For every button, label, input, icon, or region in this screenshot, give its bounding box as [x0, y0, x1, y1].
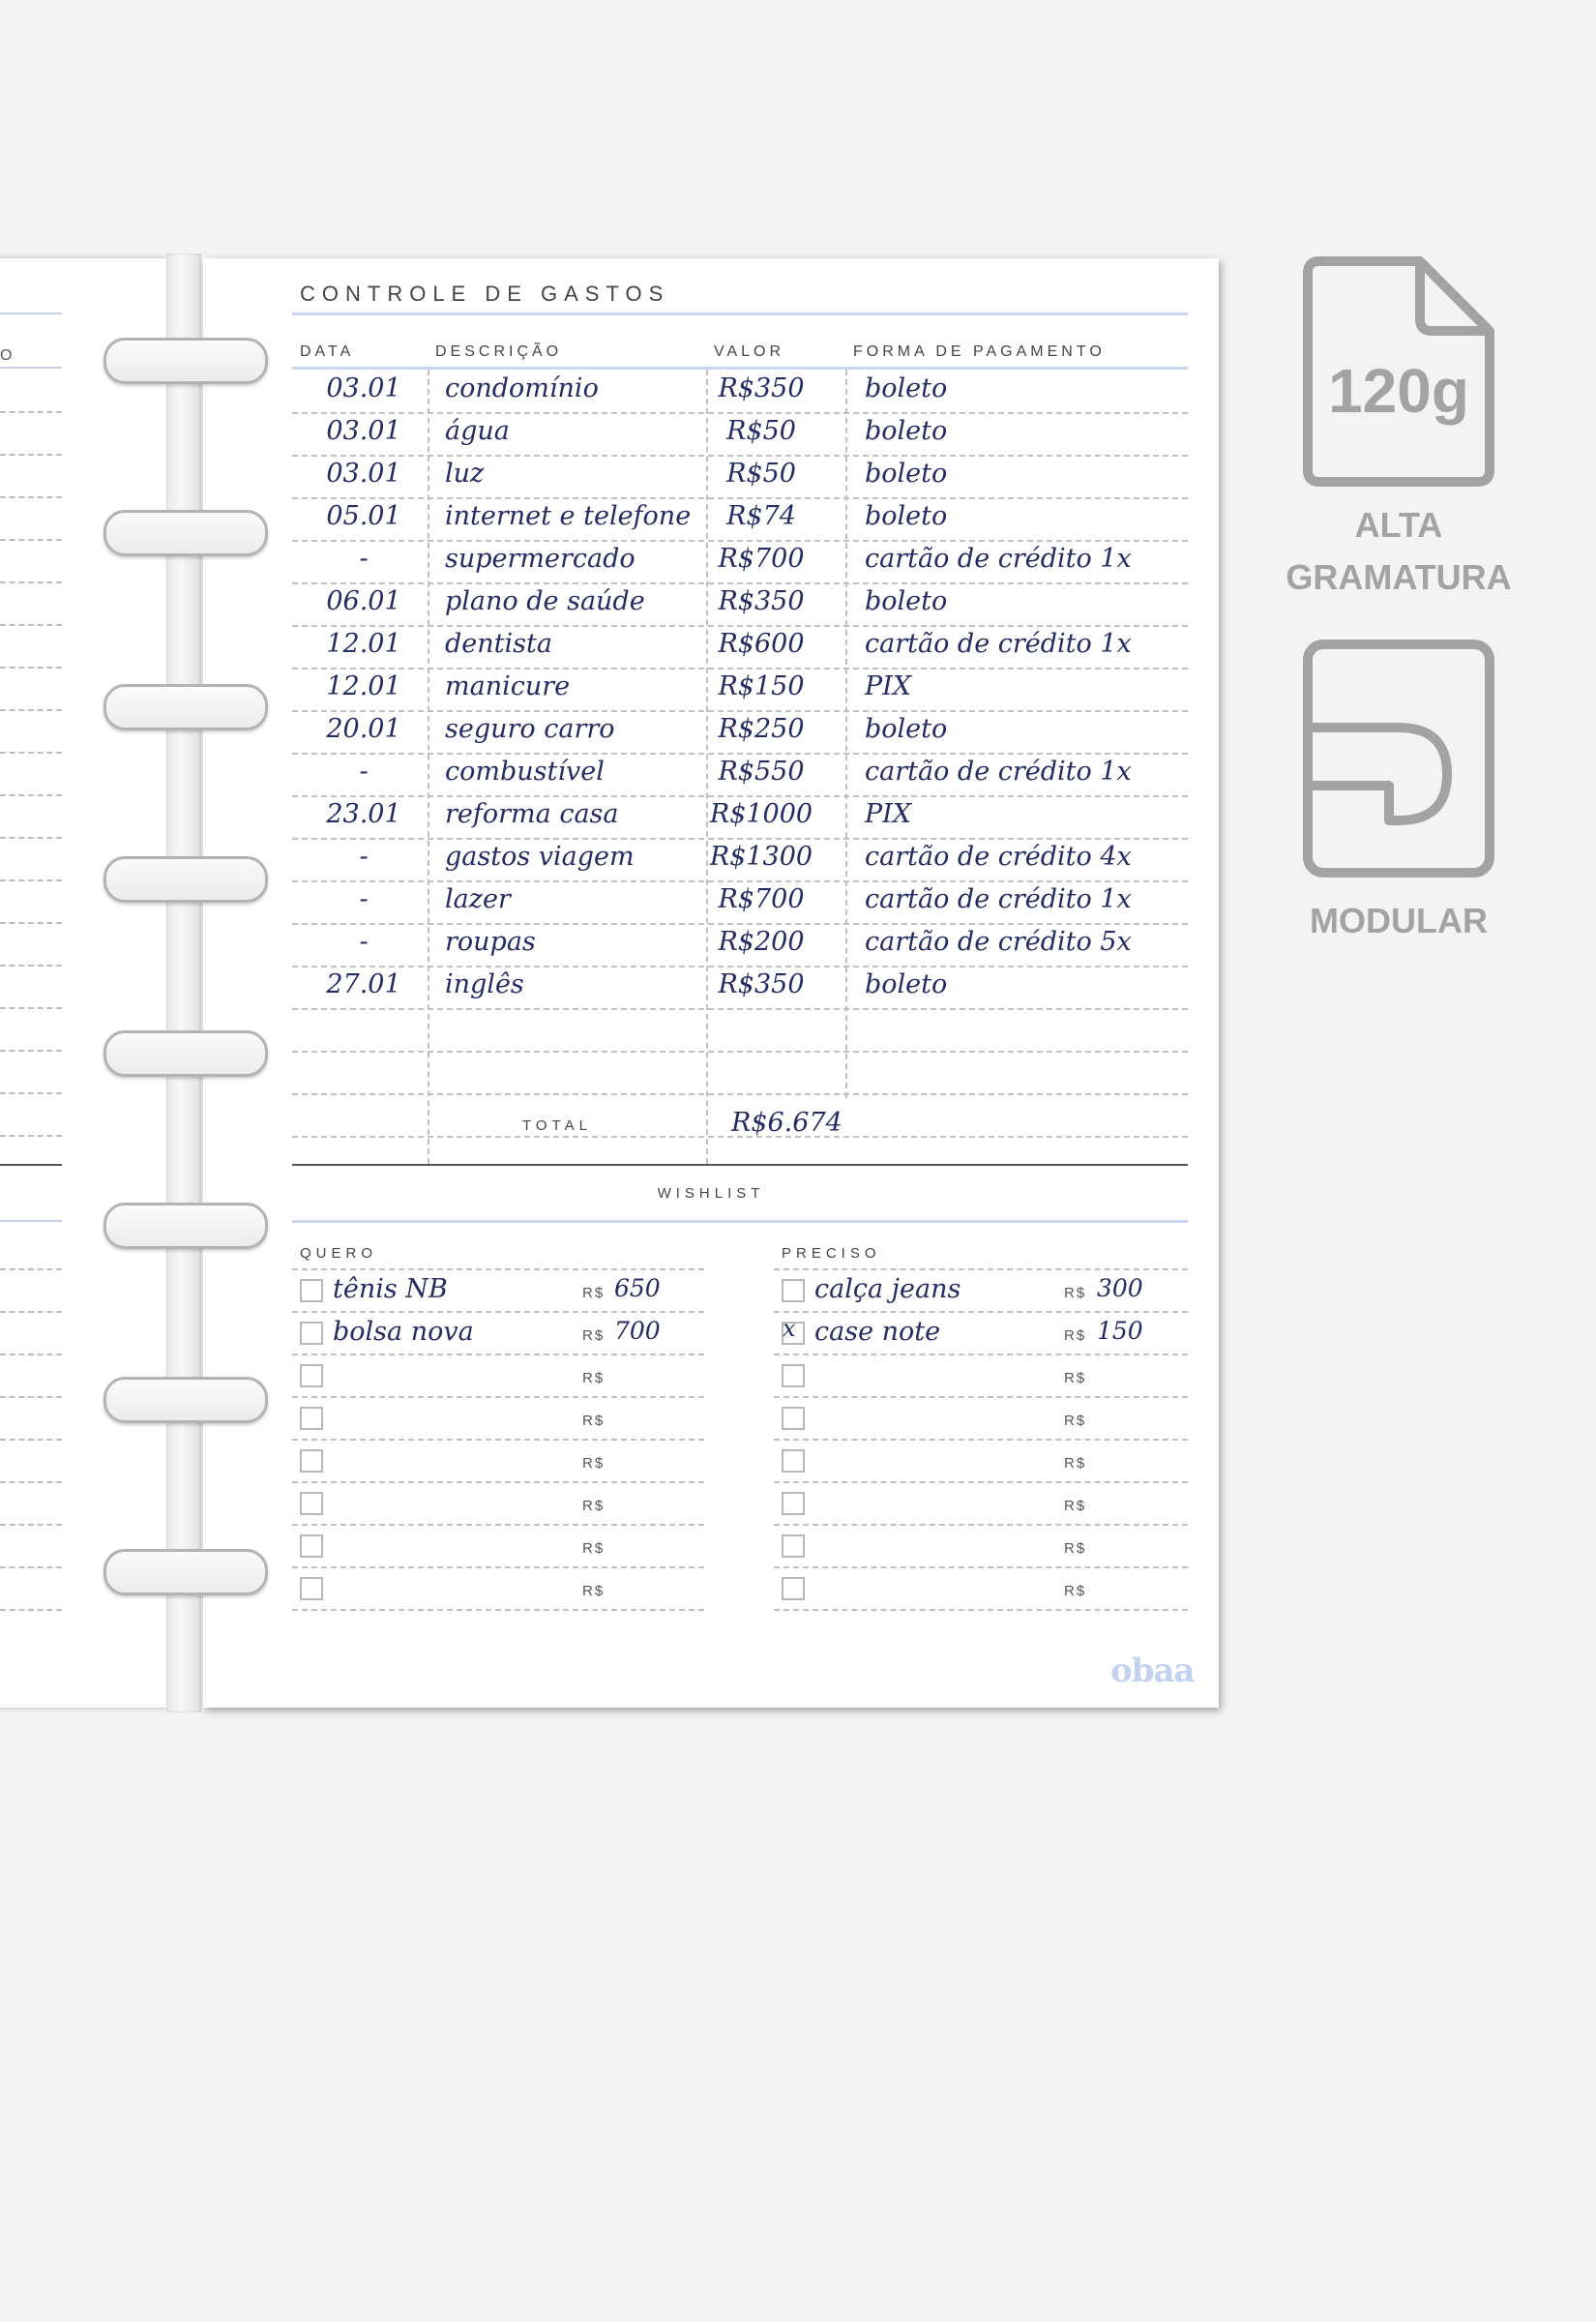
- row-description: água: [445, 416, 510, 446]
- binder-ring: [103, 338, 268, 384]
- row-divider: [292, 838, 1188, 840]
- previous-page-line: [0, 1354, 62, 1355]
- binder-ring: [103, 1203, 268, 1249]
- row-payment: cartão de crédito 1x: [865, 629, 1132, 659]
- row-payment: boleto: [865, 501, 948, 531]
- row-date: 06.01: [326, 586, 401, 616]
- wishlist-checkbox[interactable]: [300, 1534, 323, 1558]
- wishlist-divider: [292, 1354, 704, 1355]
- row-divider: [292, 1051, 1188, 1053]
- row-value: R$700: [718, 544, 805, 574]
- wishlist-divider: [774, 1566, 1188, 1568]
- row-divider: [292, 497, 1188, 499]
- currency-label: R$: [582, 1498, 606, 1514]
- row-description: supermercado: [445, 544, 635, 574]
- wishlist-preciso-label: PRECISO: [782, 1245, 881, 1262]
- row-payment: boleto: [865, 373, 948, 403]
- previous-page: [0, 258, 166, 1708]
- binder-ring: [103, 1030, 268, 1077]
- row-description: dentista: [445, 629, 552, 659]
- row-payment: PIX: [865, 799, 912, 829]
- wishlist-divider: [292, 1524, 704, 1526]
- currency-label: R$: [582, 1327, 606, 1344]
- wishlist-item-name: case note: [814, 1317, 941, 1347]
- wishlist-divider: [292, 1481, 704, 1483]
- row-date: -: [359, 842, 369, 872]
- row-description: combustível: [445, 757, 605, 787]
- column-divider: [428, 370, 429, 1164]
- wishlist-item-price: 150: [1097, 1317, 1143, 1345]
- high-grammage-label: [1273, 499, 1524, 604]
- previous-page-line: [0, 1164, 62, 1166]
- row-divider: [292, 625, 1188, 627]
- high-grammage-line1: ALTA: [1354, 505, 1443, 545]
- wishlist-checkbox[interactable]: [782, 1577, 805, 1600]
- wishlist-item-price: 700: [614, 1317, 661, 1345]
- currency-label: R$: [582, 1455, 606, 1472]
- binder-ring: [103, 1377, 268, 1423]
- wishlist-item-name: bolsa nova: [333, 1317, 474, 1347]
- wishlist-quero-label: QUERO: [300, 1245, 378, 1262]
- currency-label: R$: [1064, 1540, 1087, 1557]
- high-grammage-line2: GRAMATURA: [1286, 557, 1512, 597]
- currency-label: R$: [582, 1413, 606, 1429]
- binder-ring: [103, 684, 268, 730]
- row-payment: cartão de crédito 5x: [865, 927, 1132, 957]
- row-value: R$550: [718, 757, 805, 787]
- wishlist-item-name: calça jeans: [814, 1274, 961, 1304]
- row-divider: [292, 668, 1188, 670]
- row-description: plano de saúde: [445, 586, 645, 616]
- wishlist-checkbox[interactable]: [782, 1534, 805, 1558]
- row-description: internet e telefone: [445, 501, 692, 531]
- row-divider: [292, 923, 1188, 925]
- wishlist-divider: [774, 1396, 1188, 1398]
- previous-page-line: [0, 367, 62, 369]
- previous-page-line: [0, 1268, 62, 1270]
- checkbox-check-mark: x: [783, 1315, 796, 1342]
- column-header-payment: FORMA DE PAGAMENTO: [853, 343, 1106, 360]
- modular-icon: [1302, 639, 1495, 880]
- previous-page-line: [0, 922, 62, 924]
- wishlist-checkbox[interactable]: [300, 1322, 323, 1345]
- currency-label: R$: [1064, 1413, 1087, 1429]
- wishlist-checkbox[interactable]: [782, 1279, 805, 1302]
- previous-page-line: [0, 1609, 62, 1611]
- wishlist-checkbox[interactable]: [300, 1449, 323, 1473]
- previous-page-line: [0, 1524, 62, 1526]
- wishlist-item-price: 300: [1097, 1274, 1143, 1302]
- previous-page-line: [0, 313, 62, 314]
- row-payment: boleto: [865, 459, 948, 489]
- previous-page-line: [0, 454, 62, 456]
- wishlist-checkbox[interactable]: [782, 1364, 805, 1387]
- column-divider: [845, 370, 847, 1098]
- row-date: 03.01: [326, 459, 401, 489]
- previous-page-line: [0, 1481, 62, 1483]
- previous-page-line: [0, 837, 62, 839]
- row-description: manicure: [445, 671, 571, 701]
- row-value: R$350: [718, 373, 805, 403]
- row-value: R$74: [726, 501, 796, 531]
- row-date: 03.01: [326, 416, 401, 446]
- total-value: R$6.674: [731, 1108, 842, 1138]
- brand-logo: obaa: [1110, 1652, 1195, 1690]
- previous-page-header-fragment: O: [0, 347, 16, 364]
- previous-page-line: [0, 709, 62, 711]
- row-divider: [292, 412, 1188, 414]
- column-header-value: VALOR: [714, 343, 785, 360]
- row-value: R$50: [726, 416, 796, 446]
- total-label: TOTAL: [522, 1117, 592, 1134]
- row-description: luz: [445, 459, 485, 489]
- row-date: -: [359, 757, 369, 787]
- row-payment: boleto: [865, 586, 948, 616]
- row-payment: boleto: [865, 969, 948, 999]
- currency-label: R$: [582, 1285, 606, 1301]
- row-value: R$350: [718, 969, 805, 999]
- previous-page-line: [0, 1135, 62, 1137]
- previous-page-line: [0, 539, 62, 541]
- row-payment: boleto: [865, 714, 948, 744]
- previous-page-line: [0, 794, 62, 796]
- row-divider: [292, 1093, 1188, 1095]
- row-date: 12.01: [326, 629, 401, 659]
- row-value: R$1300: [709, 842, 813, 872]
- row-description: roupas: [445, 927, 536, 957]
- wishlist-divider: [292, 1311, 704, 1313]
- wishlist-divider: [774, 1609, 1188, 1611]
- currency-label: R$: [582, 1583, 606, 1599]
- wishlist-divider: [774, 1354, 1188, 1355]
- total-rule: [292, 1164, 1188, 1166]
- page-title: CONTROLE DE GASTOS: [300, 282, 670, 306]
- row-payment: cartão de crédito 1x: [865, 884, 1132, 914]
- currency-label: R$: [582, 1370, 606, 1386]
- row-description: inglês: [445, 969, 524, 999]
- row-value: R$1000: [709, 799, 813, 829]
- previous-page-line: [0, 667, 62, 669]
- row-divider: [292, 753, 1188, 755]
- wishlist-checkbox[interactable]: [300, 1279, 323, 1302]
- previous-page-line: [0, 1220, 62, 1222]
- row-payment: PIX: [865, 671, 912, 701]
- row-date: -: [359, 544, 369, 574]
- binder-spine: [166, 253, 201, 1712]
- wishlist-checkbox[interactable]: [300, 1577, 323, 1600]
- previous-page-line: [0, 879, 62, 881]
- row-description: reforma casa: [445, 799, 619, 829]
- row-date: 23.01: [326, 799, 401, 829]
- wishlist-divider: [292, 1439, 704, 1441]
- previous-page-line: [0, 1007, 62, 1009]
- row-payment: boleto: [865, 416, 948, 446]
- binder-ring: [103, 1549, 268, 1595]
- wishlist-divider: [292, 1609, 704, 1611]
- row-divider: [292, 455, 1188, 457]
- binder-ring: [103, 856, 268, 903]
- header-underline: [292, 367, 1188, 370]
- currency-label: R$: [1064, 1285, 1087, 1301]
- row-value: R$350: [718, 586, 805, 616]
- previous-page-line: [0, 1396, 62, 1398]
- wishlist-divider: [774, 1439, 1188, 1441]
- paper-weight-text: 120g: [1328, 356, 1469, 426]
- wishlist-divider: [774, 1524, 1188, 1526]
- row-divider: [292, 966, 1188, 968]
- binder-ring: [103, 510, 268, 556]
- wishlist-divider: [292, 1396, 704, 1398]
- previous-page-line: [0, 496, 62, 498]
- wishlist-checkbox[interactable]: [782, 1449, 805, 1473]
- previous-page-line: [0, 1092, 62, 1094]
- title-underline: [292, 313, 1188, 315]
- previous-page-line: [0, 1566, 62, 1568]
- wishlist-item-name: tênis NB: [333, 1274, 448, 1304]
- row-date: 12.01: [326, 671, 401, 701]
- currency-label: R$: [1064, 1370, 1087, 1386]
- row-value: R$200: [718, 927, 805, 957]
- previous-page-line: [0, 965, 62, 967]
- row-divider: [292, 1008, 1188, 1010]
- row-date: 20.01: [326, 714, 401, 744]
- wishlist-checkbox[interactable]: [782, 1492, 805, 1515]
- row-description: seguro carro: [445, 714, 615, 744]
- modular-label: MODULAR: [1310, 901, 1488, 940]
- row-divider: [292, 795, 1188, 797]
- wishlist-divider: [292, 1268, 704, 1270]
- row-payment: cartão de crédito 1x: [865, 757, 1132, 787]
- row-value: R$700: [718, 884, 805, 914]
- row-divider: [292, 582, 1188, 584]
- file-icon: [1302, 255, 1495, 488]
- expense-control-page: [203, 258, 1219, 1708]
- wishlist-underline: [292, 1220, 1188, 1223]
- row-date: 27.01: [326, 969, 401, 999]
- wishlist-item-price: 650: [614, 1274, 661, 1302]
- previous-page-line: [0, 624, 62, 626]
- wishlist-checkbox[interactable]: [782, 1407, 805, 1430]
- currency-label: R$: [1064, 1455, 1087, 1472]
- row-description: lazer: [445, 884, 511, 914]
- wishlist-title: WISHLIST: [657, 1185, 765, 1202]
- row-date: 05.01: [326, 501, 401, 531]
- wishlist-divider: [292, 1566, 704, 1568]
- currency-label: R$: [1064, 1498, 1087, 1514]
- row-date: -: [359, 927, 369, 957]
- column-header-description: DESCRIÇÃO: [435, 343, 563, 360]
- previous-page-line: [0, 1311, 62, 1313]
- previous-page-line: [0, 411, 62, 413]
- wishlist-checkbox[interactable]: [300, 1492, 323, 1515]
- wishlist-checkbox[interactable]: [300, 1364, 323, 1387]
- row-value: R$600: [718, 629, 805, 659]
- row-payment: cartão de crédito 4x: [865, 842, 1132, 872]
- wishlist-checkbox[interactable]: [300, 1407, 323, 1430]
- previous-page-line: [0, 581, 62, 583]
- row-description: condomínio: [445, 373, 599, 403]
- row-divider: [292, 540, 1188, 542]
- column-header-date: DATA: [300, 343, 355, 360]
- row-description: gastos viagem: [445, 842, 635, 872]
- row-date: -: [359, 884, 369, 914]
- row-divider: [292, 710, 1188, 712]
- currency-label: R$: [1064, 1327, 1087, 1344]
- column-divider: [706, 370, 708, 1164]
- row-payment: cartão de crédito 1x: [865, 544, 1132, 574]
- wishlist-divider: [774, 1268, 1188, 1270]
- previous-page-line: [0, 1050, 62, 1052]
- row-value: R$50: [726, 459, 796, 489]
- wishlist-divider: [774, 1481, 1188, 1483]
- row-divider: [292, 880, 1188, 882]
- currency-label: R$: [582, 1540, 606, 1557]
- currency-label: R$: [1064, 1583, 1087, 1599]
- row-value: R$150: [718, 671, 805, 701]
- row-value: R$250: [718, 714, 805, 744]
- row-date: 03.01: [326, 373, 401, 403]
- previous-page-line: [0, 752, 62, 754]
- previous-page-line: [0, 1439, 62, 1441]
- wishlist-divider: [774, 1311, 1188, 1313]
